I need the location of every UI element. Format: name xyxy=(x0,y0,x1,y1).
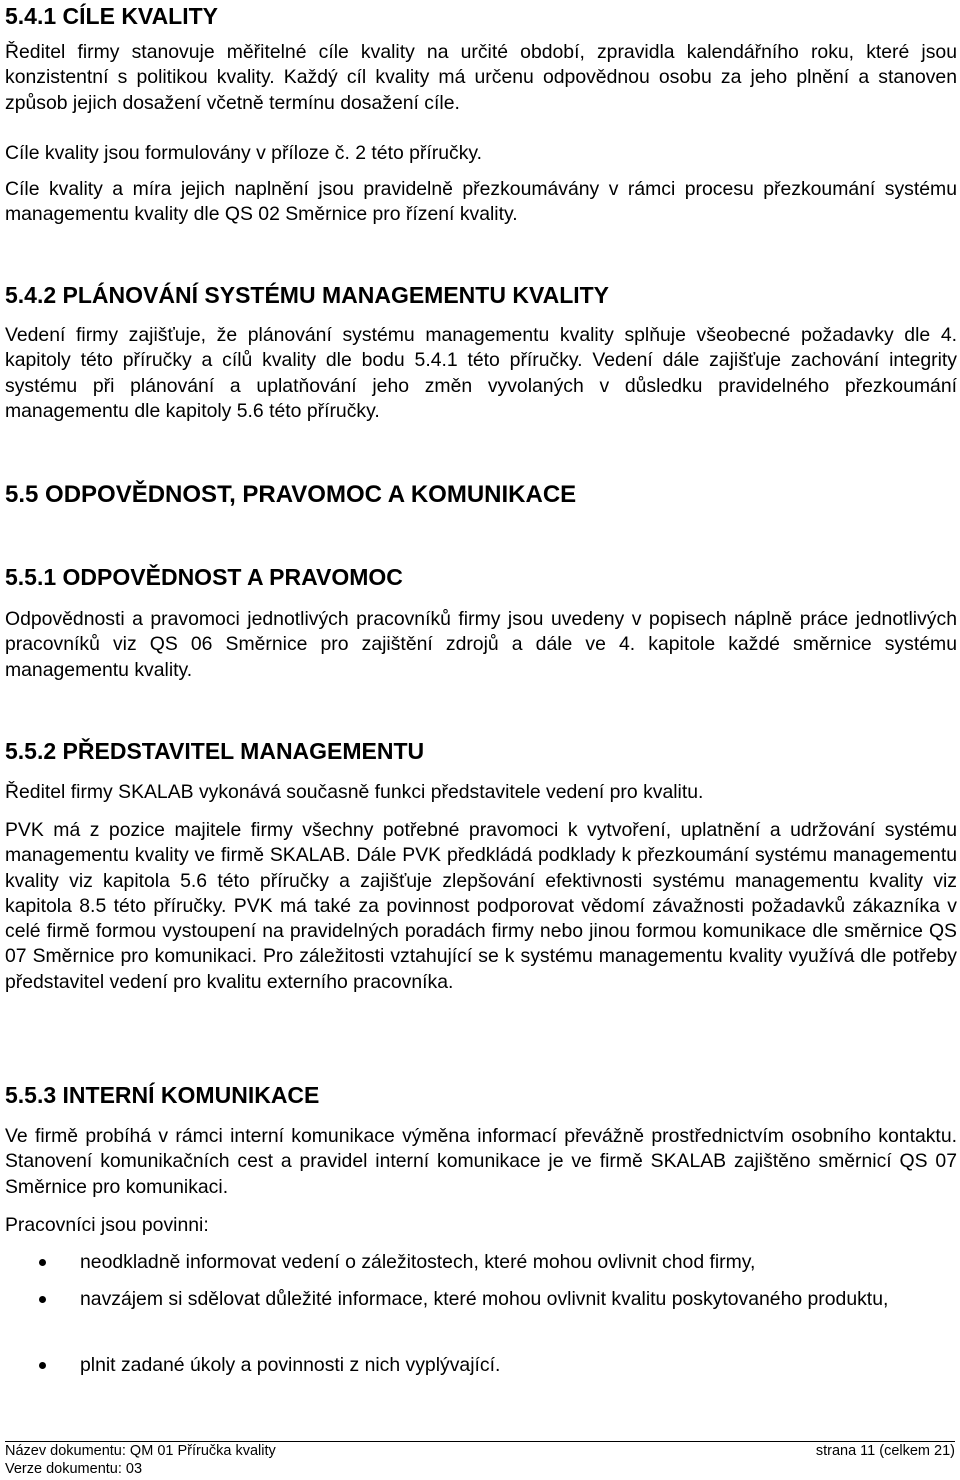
section-heading-5-4-1: 5.4.1 CÍLE KVALITY xyxy=(5,3,219,29)
list-item: plnit zadané úkoly a povinnosti z nich vyplývající. xyxy=(5,1351,957,1380)
paragraph-quality-goals-appendix: Cíle kvality jsou formulovány v příloze č. 2 této příručky. xyxy=(5,142,483,164)
section-heading-5-5-3: 5.5.3 INTERNÍ KOMUNIKACE xyxy=(5,1082,320,1108)
list-item: neodkladně informovat vedení o záležitostech, které mohou ovlivnit chod firmy, xyxy=(5,1248,957,1277)
page-footer xyxy=(5,1441,955,1478)
paragraph-quality-goals-review: Cíle kvality a míra jejich naplnění jsou pravidelně přezkoumávány v rámci procesu přezkoumání systému managementu kvality dle QS 02 Směrnice pro řízení kvality. xyxy=(5,178,957,226)
paragraph-responsibility-authority: Odpovědnosti a pravomoci jednotlivých pracovníků firmy jsou uvedeny v popisech náplně práce jednotlivých pracovníků viz QS 06 Směrnice pro zajištění zdrojů a dále ve 4. kapitole každé směrnice systému managementu kvality. xyxy=(5,608,957,681)
paragraph-qms-planning: Vedení firmy zajišťuje, že plánování systému managementu kvality splňuje všeobecné požadavky dle 4. kapitoly této příručky a cílů kvality dle bodu 5.4.1 této příručky. Vedení dále zajišťuje zachování integrity systému při plánování a uplatňování jeho změn vyvolaných v důsledku pravidelného přezkoumání managementu dle kapitoly 5.6 této příručky. xyxy=(5,324,957,422)
paragraph-pvk-authority: PVK má z pozice majitele firmy všechny potřebné pravomoci k vytvoření, uplatnění a udržování systému managementu kvality ve firmě SKALAB. Dále PVK předkládá podklady k přezkoumání systému managementu kvality viz kapitola 5.6 této příručky a zajišťuje zlepšování efektivnosti systému managementu kvality viz kapitola 8.5 této příručky. PVK má také za povinnost podporovat vědomí závažnosti požadavků zákazníka v celé firmě formou vystoupení na pravidelných poradách firmy nebo jinou formou komunikace dle směrnice QS 07 Směrnice pro komunikaci. Pro záležitosti vztahující se k systému managementu kvality využívá dle potřeby představitel vedení pro kvalitu externího pracovníka. xyxy=(5,819,957,993)
section-heading-5-4-2: 5.4.2 PLÁNOVÁNÍ SYSTÉMU MANAGEMENTU KVALITY xyxy=(5,282,610,308)
paragraph-employee-duties-intro: Pracovníci jsou povinni: xyxy=(5,1214,209,1236)
bullet-icon xyxy=(39,1362,46,1369)
paragraph-management-representative: Ředitel firmy SKALAB vykonává současně funkci představitele vedení pro kvalitu. xyxy=(5,781,704,803)
bullet-icon xyxy=(39,1296,46,1303)
bullet-icon xyxy=(39,1259,46,1266)
paragraph-internal-communication: Ve firmě probíhá v rámci interní komunikace výměna informací převážně prostřednictvím osobního kontaktu. Stanovení komunikačních cest a pravidel interní komunikace je ve firmě SKALAB zajištěno směrnicí QS 07 Směrnice pro komunikaci. xyxy=(5,1125,957,1198)
footer-page-number: strana 11 (celkem 21) xyxy=(815,1443,955,1459)
list-item: navzájem si sdělovat důležité informace, které mohou ovlivnit kvalitu poskytovaného produktu, xyxy=(5,1285,957,1314)
footer-document-name: Název dokumentu: QM 01 Příručka kvality xyxy=(5,1443,276,1459)
section-heading-5-5: 5.5 ODPOVĚDNOST, PRAVOMOC A KOMUNIKACE xyxy=(5,481,577,508)
section-heading-5-5-2: 5.5.2 PŘEDSTAVITEL MANAGEMENTU xyxy=(5,738,425,764)
footer-document-version: Verze dokumentu: 03 xyxy=(5,1461,143,1477)
paragraph-quality-goals-intro: Ředitel firmy stanovuje měřitelné cíle kvality na určité období, zpravidla kalendářního roku, které jsou konzistentní s politikou kvality. Každý cíl kvality má určenu odpovědnou osobu za jeho plnění a stanoven způsob jejich dosažení včetně termínu dosažení cíle. xyxy=(5,41,957,114)
section-heading-5-5-1: 5.5.1 ODPOVĚDNOST A PRAVOMOC xyxy=(5,564,403,590)
